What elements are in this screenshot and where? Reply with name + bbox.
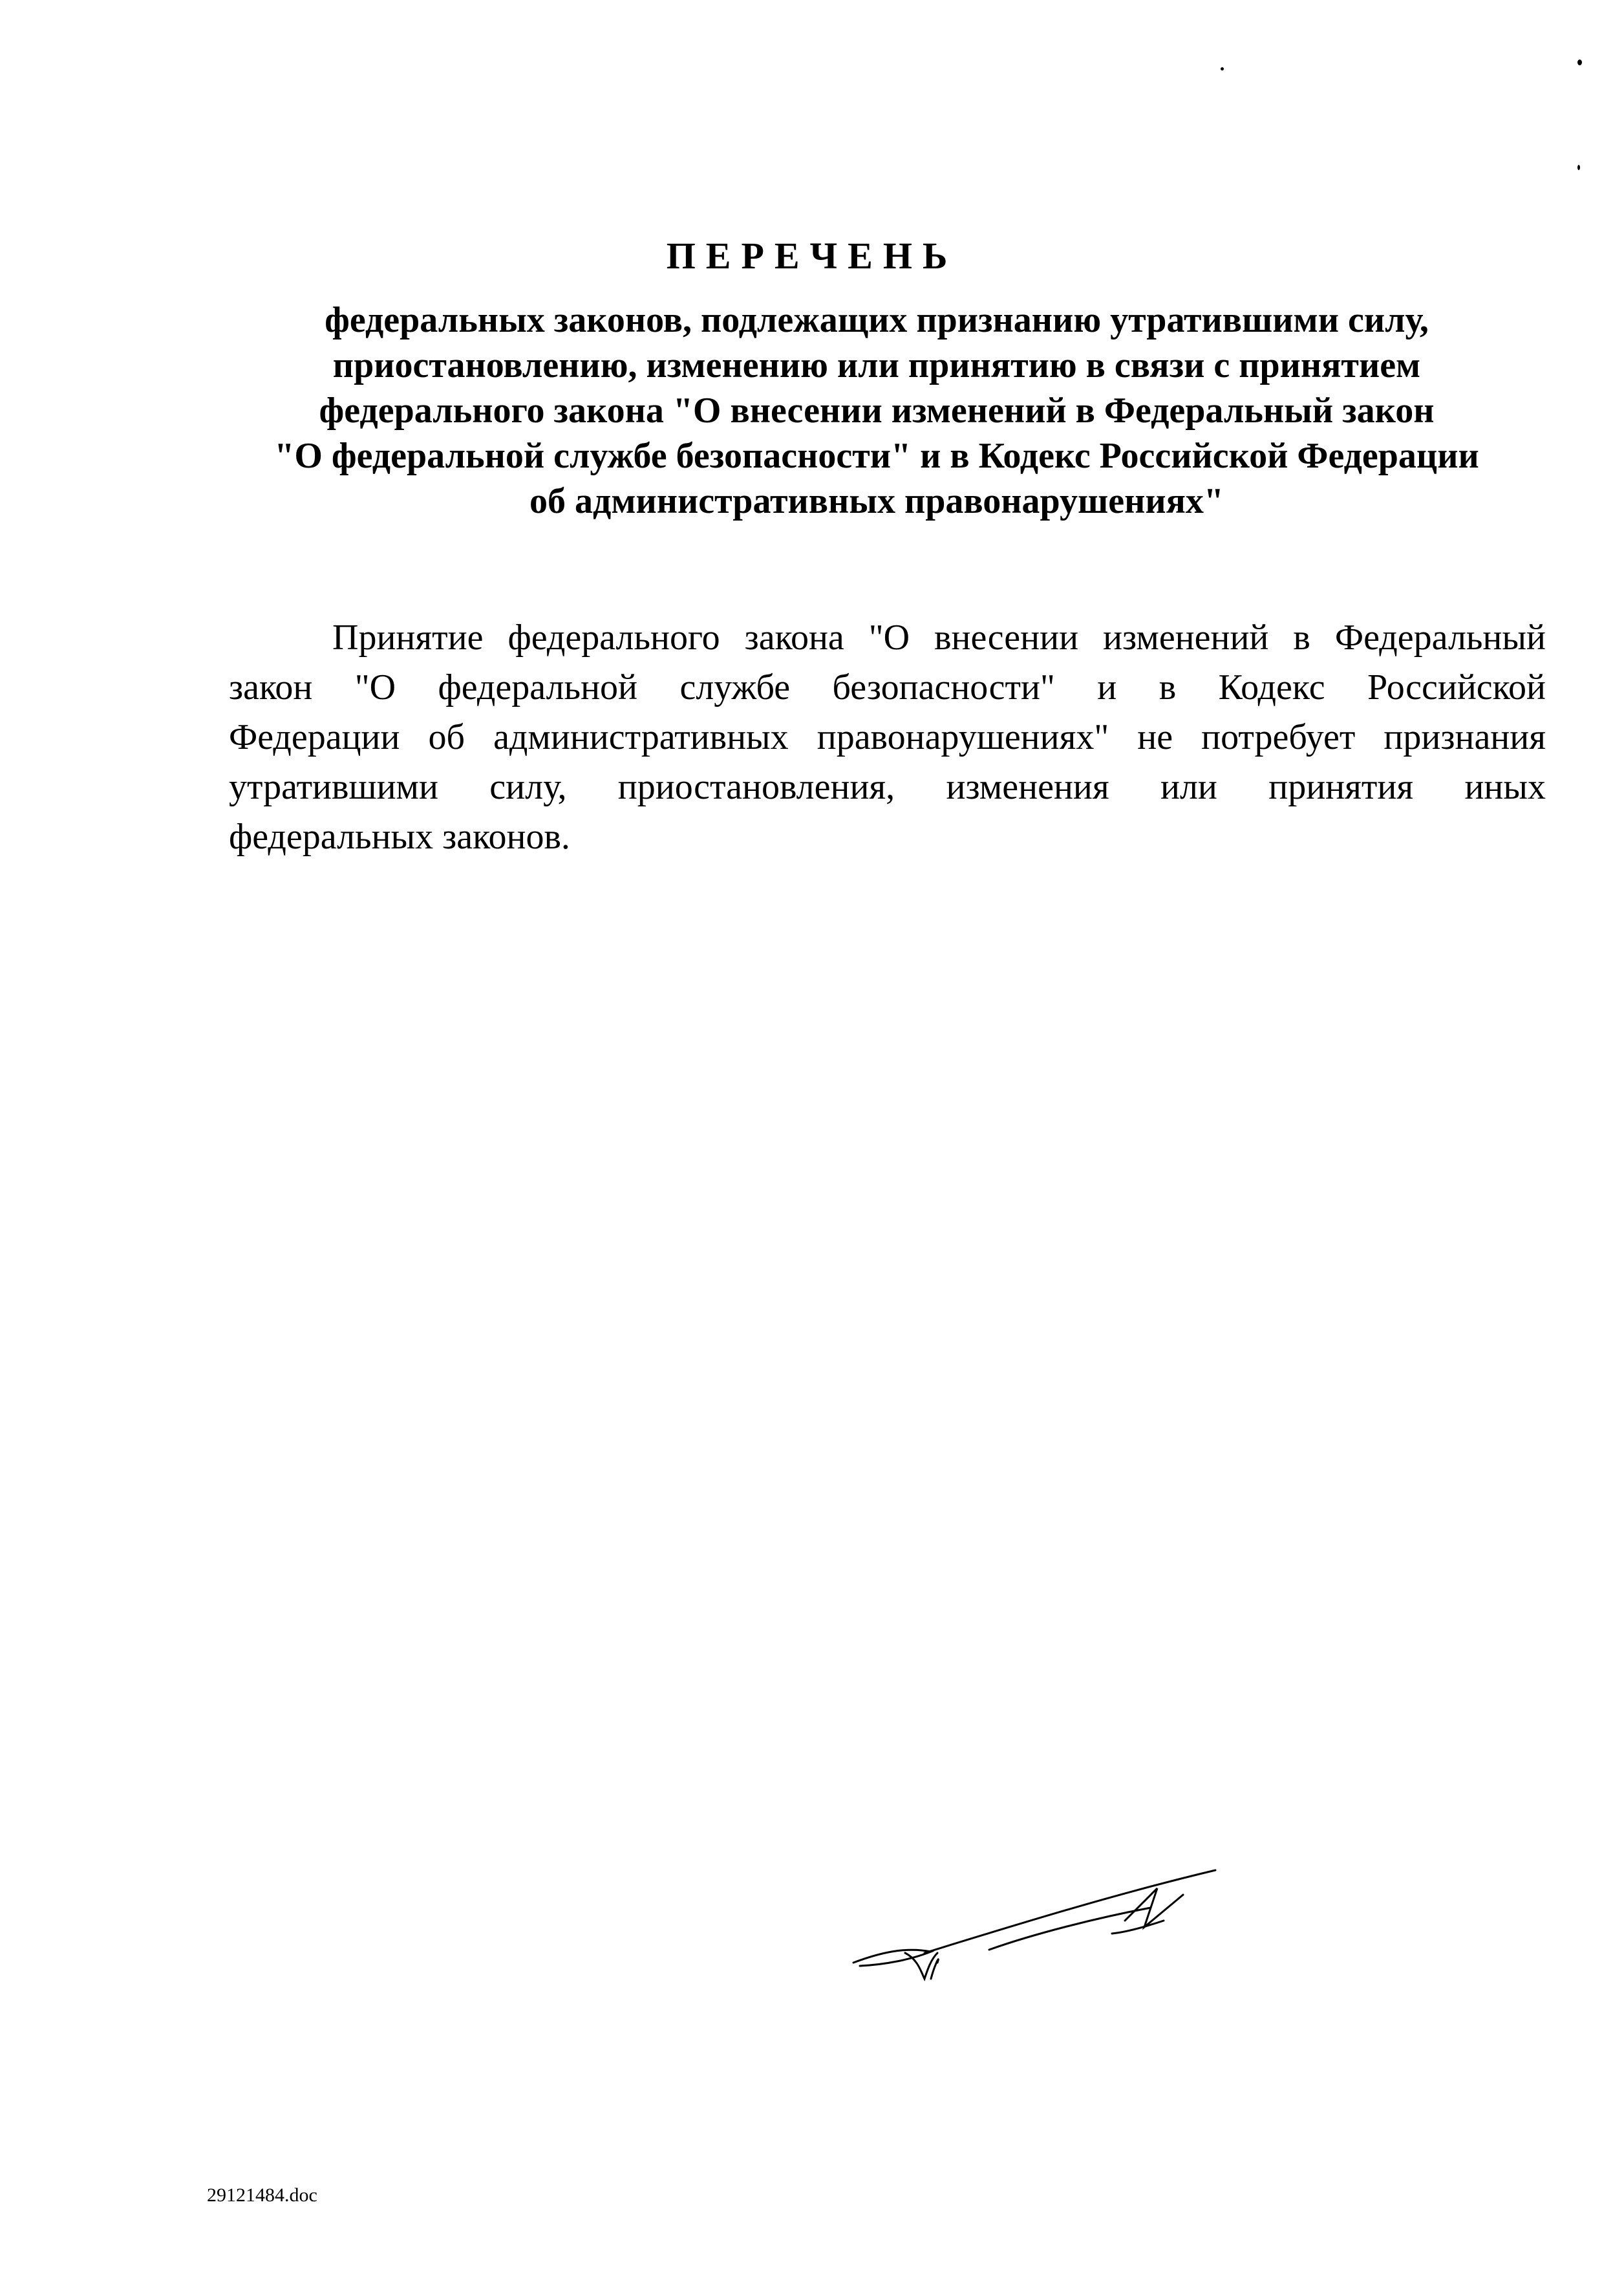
scan-speck <box>1577 165 1580 170</box>
scan-speck <box>1577 59 1582 65</box>
body-line: федеральных законов. <box>229 817 570 857</box>
body-line: утратившими силу, приостановления, изменения или принятия иных <box>229 767 1546 807</box>
subtitle-line: федерального закона "О внесении изменений в Федеральный закон <box>319 391 1435 431</box>
file-name-footer: 29121484.doc <box>207 2184 317 2206</box>
handwritten-signature <box>840 1856 1228 1998</box>
body-line: Федерации об административных правонарушениях" не потребует признания <box>229 717 1546 757</box>
body-paragraph <box>229 613 1546 862</box>
document-title: ПЕРЕЧЕНЬ <box>666 235 958 277</box>
subtitle-line: федеральных законов, подлежащих признанию утратившими силу, <box>325 300 1429 340</box>
document-subtitle <box>194 297 1559 524</box>
subtitle-line: об административных правонарушениях" <box>529 481 1224 521</box>
body-line: закон "О федеральной службе безопасности" и в Кодекс Российской <box>229 667 1546 707</box>
body-line: Принятие федерального закона "О внесении изменений в Федеральный <box>332 618 1546 658</box>
subtitle-line: "О федеральной службе безопасности" и в Кодекс Российской Федерации <box>274 436 1479 476</box>
scan-speck <box>1221 67 1224 70</box>
subtitle-line: приостановлению, изменению или принятию в связи с принятием <box>332 345 1421 385</box>
